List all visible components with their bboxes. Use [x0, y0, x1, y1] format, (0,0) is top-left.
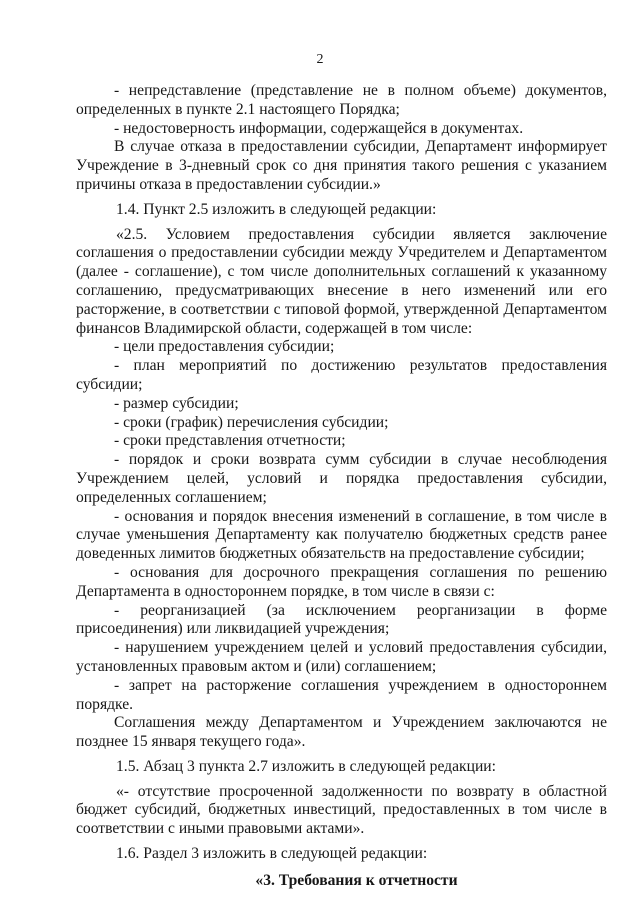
paragraph: 1.5. Абзац 3 пункта 2.7 изложить в следующей редакции:	[116, 757, 496, 775]
paragraph: - основания и порядок внесения изменений в соглашение, в том числе в случае уменьшения Департаменту как получателю бюджетных средств ранее доведенных лимитов бюджетных обязательств на предоставление субсидии;	[76, 507, 607, 563]
paragraph: - план мероприятий по достижению результатов предоставления субсидии;	[76, 357, 607, 393]
paragraph: В случае отказа в предоставлении субсидии, Департамент информирует Учреждение в 3-дневный срок со дня принятия такого решения с указанием причины отказа в предоставлении субсидии.»	[76, 138, 607, 193]
paragraph: - недостоверность информации, содержащейся в документах.	[114, 119, 524, 137]
paragraph: - сроки представления отчетности;	[114, 432, 346, 450]
paragraph: - реорганизацией (за исключением реорганизации в форме присоединения) или ликвидацией учреждения;	[76, 601, 607, 638]
paragraph: Соглашения между Департаментом и Учреждением заключаются не позднее 15 января текущего года».	[76, 714, 607, 751]
paragraph: - основания для досрочного прекращения соглашения по решению Департамента в одностороннем порядке, в том числе в связи с:	[76, 563, 607, 600]
paragraph: - цели предоставления субсидии;	[114, 338, 335, 356]
page-number: 2	[316, 52, 324, 67]
paragraph: - непредставление (представление не в полном объеме) документов, определенных в пункте 2.1 настоящего Порядка;	[76, 82, 607, 118]
paragraph: - размер субсидии;	[114, 394, 239, 412]
paragraph: 1.6. Раздел 3 изложить в следующей редакции:	[116, 845, 428, 863]
section-heading: «3. Требования к отчетности	[255, 871, 458, 889]
paragraph: - запрет на расторжение соглашения учреждением в одностороннем порядке.	[76, 676, 607, 713]
paragraph: - сроки (график) перечисления субсидии;	[114, 413, 389, 431]
document-body	[76, 82, 607, 891]
paragraph: 1.4. Пункт 2.5 изложить в следующей редакции:	[116, 200, 437, 218]
paragraph: - нарушением учреждением целей и условий предоставления субсидии, установленных правовым актом и (или) соглашением;	[76, 639, 607, 675]
paragraph: - порядок и сроки возврата сумм субсидии в случае несоблюдения Учреждением целей, условий и порядка предоставления субсидии, определенных соглашением;	[76, 451, 607, 506]
paragraph: «2.5. Условием предоставления субсидии является заключение соглашения о предоставлении субсидии между Учредителем и Департаментом (далее - соглашение), с том числе дополнительных соглашений к указанному соглашению, предусматривающих внесение в него изменений или его расторжение, в соответствии с типовой формой, утвержденной Департаментом финансов Владимирской области, содержащей в том числе:	[76, 225, 607, 337]
paragraph: «- отсутствие просроченной задолженности по возврату в областной бюджет субсидий, бюджетных инвестиций, предоставленных в том числе в соответствии с иными правовыми актами».	[76, 782, 607, 838]
